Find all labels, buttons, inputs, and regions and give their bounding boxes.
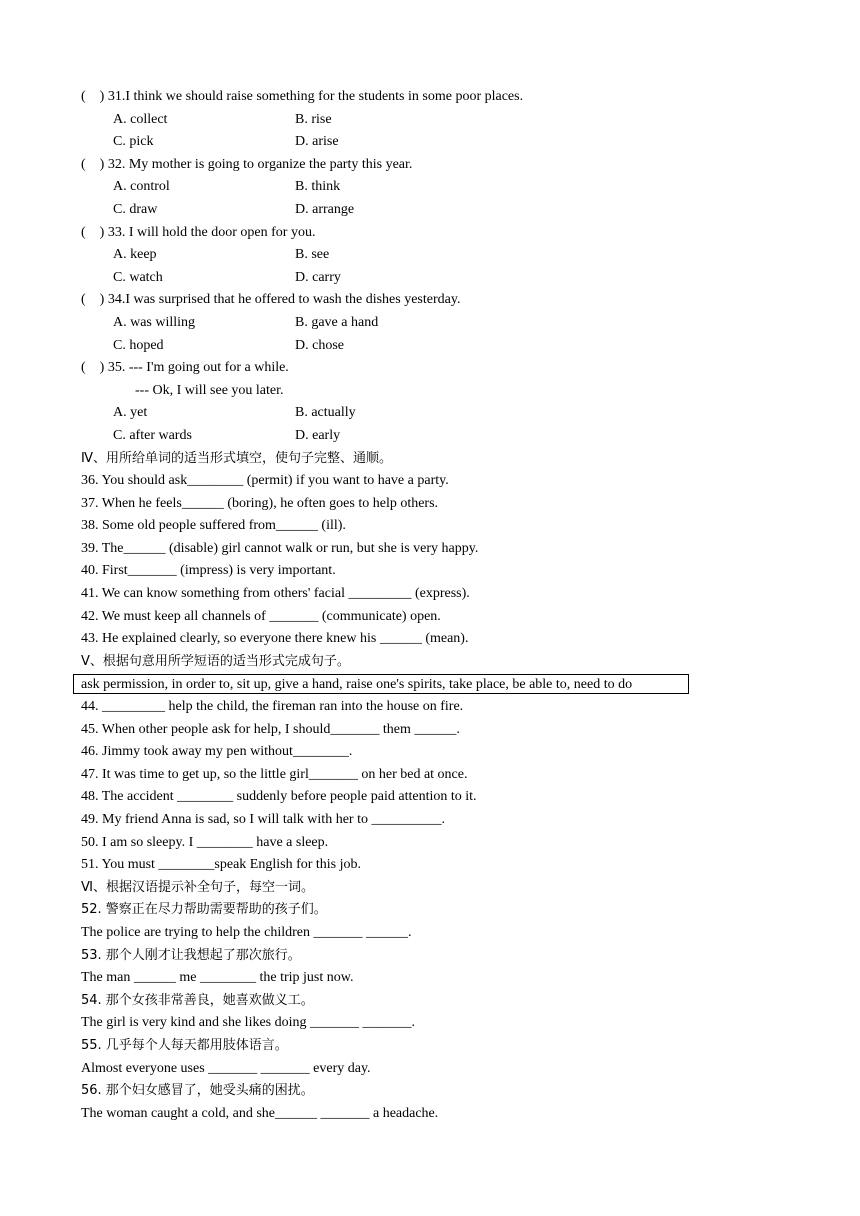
- dialogue-reply: --- Ok, I will see you later.: [135, 382, 284, 398]
- section-heading: Ⅳ、用所给单词的适当形式填空，使句子完整、通顺。: [81, 450, 392, 466]
- question-stem: ( ) 34.I was surprised that he offered to wash the dishes yesterday.: [81, 292, 461, 308]
- fill-item: 39. The______ (disable) girl cannot walk or run, but she is very happy.: [81, 540, 479, 556]
- worksheet: [81, 86, 781, 1125]
- fill-item: 43. He explained clearly, so everyone there knew his ______ (mean).: [81, 631, 469, 647]
- question-stem: ( ) 31.I think we should raise something for the students in some poor places.: [81, 89, 524, 104]
- option-a: A. control: [113, 179, 170, 195]
- section-heading: Ⅴ、根据句意用所学短语的适当形式完成句子。: [81, 653, 350, 669]
- fill-item: 50. I am so sleepy. I ________ have a sleep.: [81, 834, 329, 850]
- english-sentence: Almost everyone uses _______ _______ every day.: [81, 1060, 371, 1076]
- option-b: B. gave a hand: [295, 314, 379, 330]
- option-a: A. collect: [113, 111, 168, 127]
- fill-item: 37. When he feels______ (boring), he often goes to help others.: [81, 495, 439, 511]
- english-sentence: The woman caught a cold, and she______ _______ a headache.: [81, 1105, 439, 1121]
- translation-section: [81, 877, 781, 1126]
- chinese-prompt: 56. 那个妇女感冒了，她受头痛的困扰。: [81, 1083, 314, 1099]
- question-stem: ( ) 32. My mother is going to organize the party this year.: [81, 156, 413, 172]
- phrase-section: [81, 651, 781, 877]
- option-c: C. hoped: [113, 337, 164, 353]
- fill-item: 48. The accident ________ suddenly before people paid attention to it.: [81, 789, 477, 805]
- option-b: B. think: [295, 179, 341, 195]
- fill-item: 44. _________ help the child, the fireman ran into the house on fire.: [81, 699, 464, 715]
- english-sentence: The police are trying to help the children _______ ______.: [81, 924, 412, 940]
- option-a: A. keep: [113, 247, 157, 263]
- fill-item: 46. Jimmy took away my pen without________.: [81, 744, 353, 760]
- english-sentence: The girl is very kind and she likes doing _______ _______.: [81, 1015, 416, 1031]
- question-31: [81, 86, 781, 154]
- fill-item: 38. Some old people suffered from______ (ill).: [81, 518, 346, 534]
- option-c: C. watch: [113, 269, 163, 285]
- fill-item: 47. It was time to get up, so the little girl_______ on her bed at once.: [81, 766, 468, 782]
- question-32: [81, 154, 781, 222]
- option-d: D. arise: [295, 134, 339, 150]
- question-stem: ( ) 35. --- I'm going out for a while.: [81, 360, 289, 376]
- fill-item: 36. You should ask________ (permit) if you want to have a party.: [81, 473, 449, 489]
- question-stem: ( ) 33. I will hold the door open for you.: [81, 224, 316, 240]
- option-d: D. carry: [295, 269, 341, 285]
- option-b: B. see: [295, 247, 330, 263]
- option-a: A. yet: [113, 405, 148, 421]
- section-heading: Ⅵ、根据汉语提示补全句子，每空一词。: [81, 879, 314, 895]
- option-d: D. chose: [295, 337, 344, 353]
- chinese-prompt: 55. 几乎每个人每天都用肢体语言。: [81, 1037, 288, 1053]
- option-d: D. early: [295, 427, 341, 443]
- question-34: [81, 289, 781, 357]
- option-d: D. arrange: [295, 201, 355, 217]
- word-box: ask permission, in order to, sit up, give a hand, raise one's spirits, take place, be able to, need to do: [73, 674, 689, 694]
- chinese-prompt: 53. 那个人刚才让我想起了那次旅行。: [81, 947, 301, 963]
- chinese-prompt: 54. 那个女孩非常善良，她喜欢做义工。: [81, 992, 314, 1008]
- option-c: C. draw: [113, 201, 158, 217]
- word-form-section: [81, 448, 781, 651]
- fill-item: 42. We must keep all channels of _______ (communicate) open.: [81, 608, 441, 624]
- multiple-choice-section: [81, 86, 781, 448]
- option-c: C. pick: [113, 134, 154, 150]
- fill-item: 41. We can know something from others' facial _________ (express).: [81, 586, 470, 602]
- option-c: C. after wards: [113, 427, 192, 443]
- question-35: [81, 357, 781, 447]
- option-a: A. was willing: [113, 314, 196, 330]
- question-33: [81, 222, 781, 290]
- chinese-prompt: 52. 警察正在尽力帮助需要帮助的孩子们。: [81, 902, 327, 918]
- option-b: B. actually: [295, 405, 356, 421]
- english-sentence: The man ______ me ________ the trip just now.: [81, 970, 354, 986]
- fill-item: 49. My friend Anna is sad, so I will talk with her to __________.: [81, 812, 445, 827]
- option-b: B. rise: [295, 111, 332, 127]
- fill-item: 51. You must ________speak English for this job.: [81, 857, 362, 873]
- fill-item: 45. When other people ask for help, I should_______ them ______.: [81, 721, 460, 737]
- fill-item: 40. First_______ (impress) is very important.: [81, 563, 336, 579]
